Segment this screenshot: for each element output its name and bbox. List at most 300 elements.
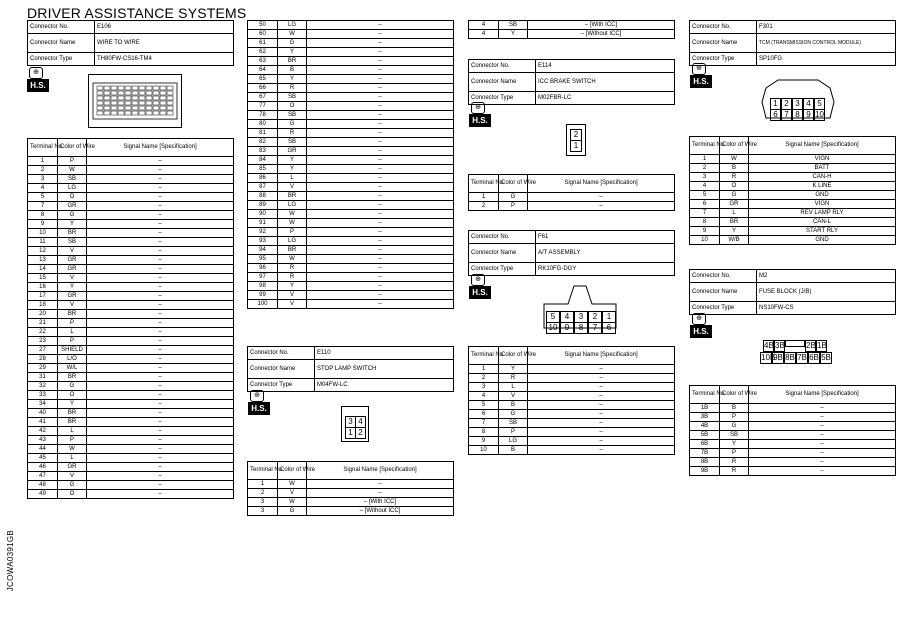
color-cell: Y [278, 165, 307, 174]
color-cell: SB [58, 175, 87, 184]
table-row [469, 401, 675, 410]
terminal-cell: 48 [28, 481, 58, 490]
table-row [248, 183, 454, 192]
table-row [469, 428, 675, 437]
signal-cell: – [307, 183, 454, 192]
color-cell: SB [499, 419, 528, 428]
color-cell: Y [58, 220, 87, 229]
connector-pin: 8 [574, 322, 588, 334]
signal-cell: – [Without ICC] [307, 507, 454, 516]
signal-cell: – [87, 328, 234, 337]
signal-cell: – [87, 382, 234, 391]
terminal-cell: 88 [248, 192, 278, 201]
connector-cavity [118, 91, 124, 95]
connector-cavity [125, 86, 131, 90]
table-row [28, 382, 234, 391]
color-cell: P [499, 428, 528, 437]
terminal-cell: 1 [469, 365, 499, 374]
terminal-cell: 4 [469, 30, 499, 39]
terminal-cell: 1 [28, 157, 58, 166]
terminal-cell: 2 [469, 374, 499, 383]
terminal-cell: 98 [248, 282, 278, 291]
connector-pin: 9 [803, 109, 814, 121]
color-cell: GR [58, 463, 87, 472]
terminal-cell: 3 [28, 175, 58, 184]
signal-cell: – [87, 193, 234, 202]
terminal-cell: 87 [248, 183, 278, 192]
table-row [248, 111, 454, 120]
table-row [248, 120, 454, 129]
terminal-cell: 83 [248, 147, 278, 156]
table-row [248, 210, 454, 219]
table-row [248, 507, 454, 516]
connector-type-value: TH80FW-CS16-TM4 [95, 53, 234, 66]
connector-cavity [167, 91, 173, 95]
color-cell: V [58, 247, 87, 256]
table-row [28, 256, 234, 265]
color-cell: BR [278, 192, 307, 201]
connector-f61-info: Connector No. F61 Connector Name A/T ASSEMBLY Connector Type RK10FG-DGY [468, 230, 675, 276]
signal-cell: – [307, 57, 454, 66]
table-row [28, 310, 234, 319]
table-row [248, 246, 454, 255]
table-row [28, 283, 234, 292]
terminal-cell: 99 [248, 291, 278, 300]
table-row [690, 200, 896, 209]
color-cell: BR [278, 246, 307, 255]
terminal-cell: 50 [248, 21, 278, 30]
terminal-cell: 63 [248, 57, 278, 66]
signal-cell: – [87, 409, 234, 418]
connector-cavity [146, 86, 152, 90]
color-cell: W/B [720, 236, 749, 245]
signal-cell: – [307, 48, 454, 57]
terminal-cell: 10 [690, 236, 720, 245]
signal-cell: – [307, 39, 454, 48]
color-cell: P [58, 157, 87, 166]
table-row [28, 445, 234, 454]
color-cell: W [278, 498, 307, 507]
color-cell: B [278, 66, 307, 75]
connector-cavity [160, 91, 166, 95]
color-cell: Y [278, 282, 307, 291]
connector-cavity [153, 86, 159, 90]
table-row [248, 93, 454, 102]
color-cell: G [58, 481, 87, 490]
signal-cell: – [With ICC] [528, 21, 675, 30]
table-row [690, 164, 896, 173]
color-cell: GR [58, 292, 87, 301]
table-row [28, 409, 234, 418]
terminal-cell: 60 [248, 30, 278, 39]
color-cell: BR [58, 373, 87, 382]
color-cell: W [278, 30, 307, 39]
color-cell: W/L [58, 364, 87, 373]
terminal-cell: 46 [28, 463, 58, 472]
color-cell: BR [58, 409, 87, 418]
table-row [248, 174, 454, 183]
terminal-cell: 9 [28, 220, 58, 229]
table-row [248, 102, 454, 111]
terminal-cell: 27 [28, 346, 58, 355]
signal-cell: – [307, 300, 454, 309]
signal-cell: START RLY [749, 227, 896, 236]
table-row [248, 273, 454, 282]
connector-cavity [153, 106, 159, 110]
signal-cell: – [Without ICC] [528, 30, 675, 39]
table-row [690, 458, 896, 467]
terminal-cell: 91 [248, 219, 278, 228]
pin-table-f61: Terminal No. Color of Wire Signal Name [Specification] 1 Y – 2 R – 3 L – 4 V – 5 B – 6 G – 7 SB – 8 P – 9 LG – 10 B – [468, 346, 675, 455]
table-row [248, 489, 454, 498]
terminal-cell: 5 [469, 401, 499, 410]
color-cell: SHIELD [58, 346, 87, 355]
table-row [469, 446, 675, 455]
signal-cell: K LINE [749, 182, 896, 191]
signal-cell: – [87, 346, 234, 355]
signal-cell: – [307, 75, 454, 84]
table-row [28, 265, 234, 274]
table-row [28, 238, 234, 247]
color-cell: L [58, 427, 87, 436]
terminal-cell: 61 [248, 39, 278, 48]
connector-cavity [118, 111, 124, 115]
table-row [248, 129, 454, 138]
signal-cell: – [With ICC] [307, 498, 454, 507]
connector-cavity [118, 96, 124, 100]
color-cell: P [58, 319, 87, 328]
table-row [28, 463, 234, 472]
signal-cell: – [749, 467, 896, 476]
color-cell: B [720, 164, 749, 173]
terminal-cell: 42 [28, 427, 58, 436]
signal-cell: – [307, 480, 454, 489]
terminal-cell: 43 [28, 436, 58, 445]
connector-cavity [146, 96, 152, 100]
color-cell: V [278, 489, 307, 498]
table-row [690, 467, 896, 476]
connector-pin: 3B [775, 341, 785, 350]
color-cell: B [499, 446, 528, 455]
terminal-cell: 1 [469, 193, 499, 202]
color-cell: P [58, 436, 87, 445]
color-cell: R [278, 264, 307, 273]
color-cell: B [720, 404, 749, 413]
connector-cavity [104, 86, 110, 90]
terminal-cell: 62 [248, 48, 278, 57]
signal-cell: – [528, 419, 675, 428]
terminal-cell: 8B [690, 458, 720, 467]
signal-cell: VIGN [749, 200, 896, 209]
signal-cell: – [87, 436, 234, 445]
terminal-cell: 17 [28, 292, 58, 301]
terminal-cell: 6B [690, 440, 720, 449]
color-cell: V [58, 472, 87, 481]
table-row [690, 173, 896, 182]
connector-cavity [132, 101, 138, 105]
terminal-cell: 8 [690, 218, 720, 227]
table-row [690, 209, 896, 218]
terminal-cell: 4 [690, 182, 720, 191]
signal-cell: – [307, 84, 454, 93]
table-row [28, 157, 234, 166]
terminal-cell: 22 [28, 328, 58, 337]
color-cell: Y [278, 75, 307, 84]
connector-cavity [125, 106, 131, 110]
connector-pin: 3 [574, 311, 588, 323]
connector-pin: 6B [809, 353, 819, 362]
connector-cavity [104, 101, 110, 105]
color-cell: L [720, 209, 749, 218]
connector-pin: 5 [546, 311, 560, 323]
signal-cell: – [87, 373, 234, 382]
connector-pin: 6 [770, 109, 781, 121]
signal-cell: – [307, 246, 454, 255]
connector-cavity [104, 91, 110, 95]
terminal-cell: 31 [28, 373, 58, 382]
connector-e110-face: 3 4 1 2 [341, 406, 369, 442]
color-cell: P [499, 202, 528, 211]
table-row [248, 219, 454, 228]
connector-pin: 1 [770, 98, 781, 110]
harness-side-icon: ⊕ H.S. [469, 102, 491, 128]
table-row [690, 431, 896, 440]
color-cell: LG [278, 201, 307, 210]
signal-cell: – [528, 374, 675, 383]
terminal-cell: 34 [28, 400, 58, 409]
table-row [469, 21, 675, 30]
table-row [248, 147, 454, 156]
table-row [248, 39, 454, 48]
connector-pin: 8B [785, 353, 795, 362]
color-cell: Y [499, 30, 528, 39]
connector-cavity [167, 96, 173, 100]
connector-cavity [160, 111, 166, 115]
signal-cell: – [87, 175, 234, 184]
color-cell: V [58, 301, 87, 310]
connector-pin: 1 [602, 311, 616, 323]
table-row [469, 202, 675, 211]
color-cell: SB [278, 93, 307, 102]
pin-table-e114: Terminal No. Color of Wire Signal Name [Specification] 1 G – 2 P – [468, 174, 675, 211]
signal-cell: – [528, 365, 675, 374]
table-row [690, 236, 896, 245]
signal-cell: – [87, 490, 234, 499]
terminal-cell: 3 [690, 173, 720, 182]
color-cell: W [58, 445, 87, 454]
table-row [248, 255, 454, 264]
connector-no-value: E106 [95, 21, 234, 34]
connector-pin: 4B [764, 341, 774, 350]
connector-cavity [132, 91, 138, 95]
terminal-cell: 3 [248, 507, 278, 516]
table-row [690, 413, 896, 422]
signal-cell: – [87, 229, 234, 238]
signal-cell: – [749, 413, 896, 422]
connector-cavity [111, 96, 117, 100]
connector-cavity [132, 106, 138, 110]
terminal-cell: 1B [690, 404, 720, 413]
terminal-cell: 4 [28, 184, 58, 193]
color-cell: W [58, 166, 87, 175]
terminal-cell: 100 [248, 300, 278, 309]
table-row [248, 75, 454, 84]
color-cell: W [278, 480, 307, 489]
color-cell: O [58, 193, 87, 202]
table-row [469, 410, 675, 419]
table-row [248, 21, 454, 30]
color-cell: W [278, 219, 307, 228]
color-cell: P [58, 337, 87, 346]
connector-cavity [118, 86, 124, 90]
connector-cavity [125, 101, 131, 105]
signal-cell: – [87, 274, 234, 283]
color-cell: LG [58, 184, 87, 193]
table-row [28, 202, 234, 211]
signal-cell: – [307, 21, 454, 30]
table-row [28, 319, 234, 328]
signal-cell: – [307, 255, 454, 264]
table-row [28, 418, 234, 427]
connector-pin: 3 [792, 98, 803, 110]
harness-side-icon: ⊕ H.S. [27, 67, 49, 93]
connector-pin: 9B [773, 353, 783, 362]
pin-table-e110: Terminal No. Color of Wire Signal Name [Specification] 1 W – 2 V – 3 W – [With ICC] 3 G – [Without ICC] [247, 461, 454, 516]
table-row [248, 201, 454, 210]
terminal-cell: 66 [248, 84, 278, 93]
color-cell: G [278, 507, 307, 516]
terminal-cell: 2 [469, 202, 499, 211]
connector-e106-info: Connector No. E106 Connector Name WIRE TO WIRE Connector Type TH80FW-CS16-TM4 [27, 20, 234, 66]
color-cell: V [499, 392, 528, 401]
color-cell: R [720, 173, 749, 182]
connector-pin: 4 [560, 311, 574, 323]
table-row [248, 48, 454, 57]
connector-cavity [139, 96, 145, 100]
table-row [28, 211, 234, 220]
table-row [469, 437, 675, 446]
signal-cell: – [749, 440, 896, 449]
connector-pin: 7 [588, 322, 602, 334]
terminal-cell: 2 [690, 164, 720, 173]
table-row [690, 182, 896, 191]
connector-cavity [146, 111, 152, 115]
color-cell: SB [720, 431, 749, 440]
signal-cell: – [528, 410, 675, 419]
terminal-cell: 7B [690, 449, 720, 458]
color-cell: O [58, 490, 87, 499]
table-row [248, 228, 454, 237]
signal-cell: – [749, 458, 896, 467]
terminal-cell: 13 [28, 256, 58, 265]
table-row [248, 291, 454, 300]
signal-cell: – [307, 93, 454, 102]
terminal-cell: 97 [248, 273, 278, 282]
color-cell: R [278, 129, 307, 138]
table-row [690, 191, 896, 200]
document-code: JCOWA0391GB [6, 530, 15, 592]
terminal-cell: 4 [469, 21, 499, 30]
signal-cell: – [87, 391, 234, 400]
color-cell: Y [278, 48, 307, 57]
signal-cell: – [87, 238, 234, 247]
connector-cavity [104, 96, 110, 100]
signal-cell: – [87, 445, 234, 454]
signal-cell: – [307, 102, 454, 111]
pin-table-m2: Terminal No. Color of Wire Signal Name [Specification] 1B B – 3B P – 4B G – 5B SB – 6B Y – 7B P – 8B R – 9B R – [689, 385, 896, 476]
connector-pin: 10 [546, 322, 560, 334]
signal-cell: REV LAMP RLY [749, 209, 896, 218]
table-row [469, 383, 675, 392]
terminal-cell: 14 [28, 265, 58, 274]
table-row [248, 138, 454, 147]
signal-cell: – [749, 404, 896, 413]
color-cell: V [58, 274, 87, 283]
connector-cavity [139, 101, 145, 105]
color-cell: SB [499, 21, 528, 30]
connector-cavity [97, 91, 103, 95]
table-row [28, 292, 234, 301]
terminal-cell: 67 [248, 93, 278, 102]
terminal-cell: 93 [248, 237, 278, 246]
color-cell: R [720, 467, 749, 476]
connector-cavity [132, 96, 138, 100]
signal-cell: – [749, 422, 896, 431]
connector-pin: 10B [761, 353, 776, 362]
table-row [248, 237, 454, 246]
color-cell: LG [499, 437, 528, 446]
signal-cell: – [307, 273, 454, 282]
table-row [469, 419, 675, 428]
color-cell: W [720, 155, 749, 164]
table-row [28, 337, 234, 346]
connector-cavity [104, 111, 110, 115]
table-row [28, 229, 234, 238]
terminal-cell: 32 [28, 382, 58, 391]
connector-e114-info: Connector No. E114 Connector Name ICC BRAKE SWITCH Connector Type M02FBR-LC [468, 59, 675, 105]
table-row [28, 373, 234, 382]
color-cell: G [720, 422, 749, 431]
connector-cavity [111, 91, 117, 95]
terminal-cell: 18 [28, 301, 58, 310]
table-row [469, 193, 675, 202]
pin-table-e110-continued [468, 20, 675, 39]
connector-f301-info: Connector No. F301 Connector Name TCM (TRANSMISSION CONTROL MODULE) Connector Type SP10FG [689, 20, 896, 66]
terminal-cell: 41 [28, 418, 58, 427]
terminal-cell: 2 [248, 489, 278, 498]
terminal-cell: 5B [690, 431, 720, 440]
terminal-cell: 95 [248, 255, 278, 264]
terminal-cell: 81 [248, 129, 278, 138]
connector-pin: 4 [803, 98, 814, 110]
terminal-cell: 7 [469, 419, 499, 428]
color-cell: R [720, 458, 749, 467]
color-cell: P [278, 228, 307, 237]
connector-cavity [146, 91, 152, 95]
connector-cavity [111, 106, 117, 110]
color-cell: SB [278, 138, 307, 147]
terminal-cell: 21 [28, 319, 58, 328]
signal-cell: – [749, 449, 896, 458]
signal-cell: – [528, 428, 675, 437]
signal-cell: – [87, 418, 234, 427]
table-row [469, 392, 675, 401]
connector-cavity [160, 96, 166, 100]
connector-cavity [160, 86, 166, 90]
signal-cell: – [87, 184, 234, 193]
signal-cell: BATT [749, 164, 896, 173]
table-row [690, 218, 896, 227]
